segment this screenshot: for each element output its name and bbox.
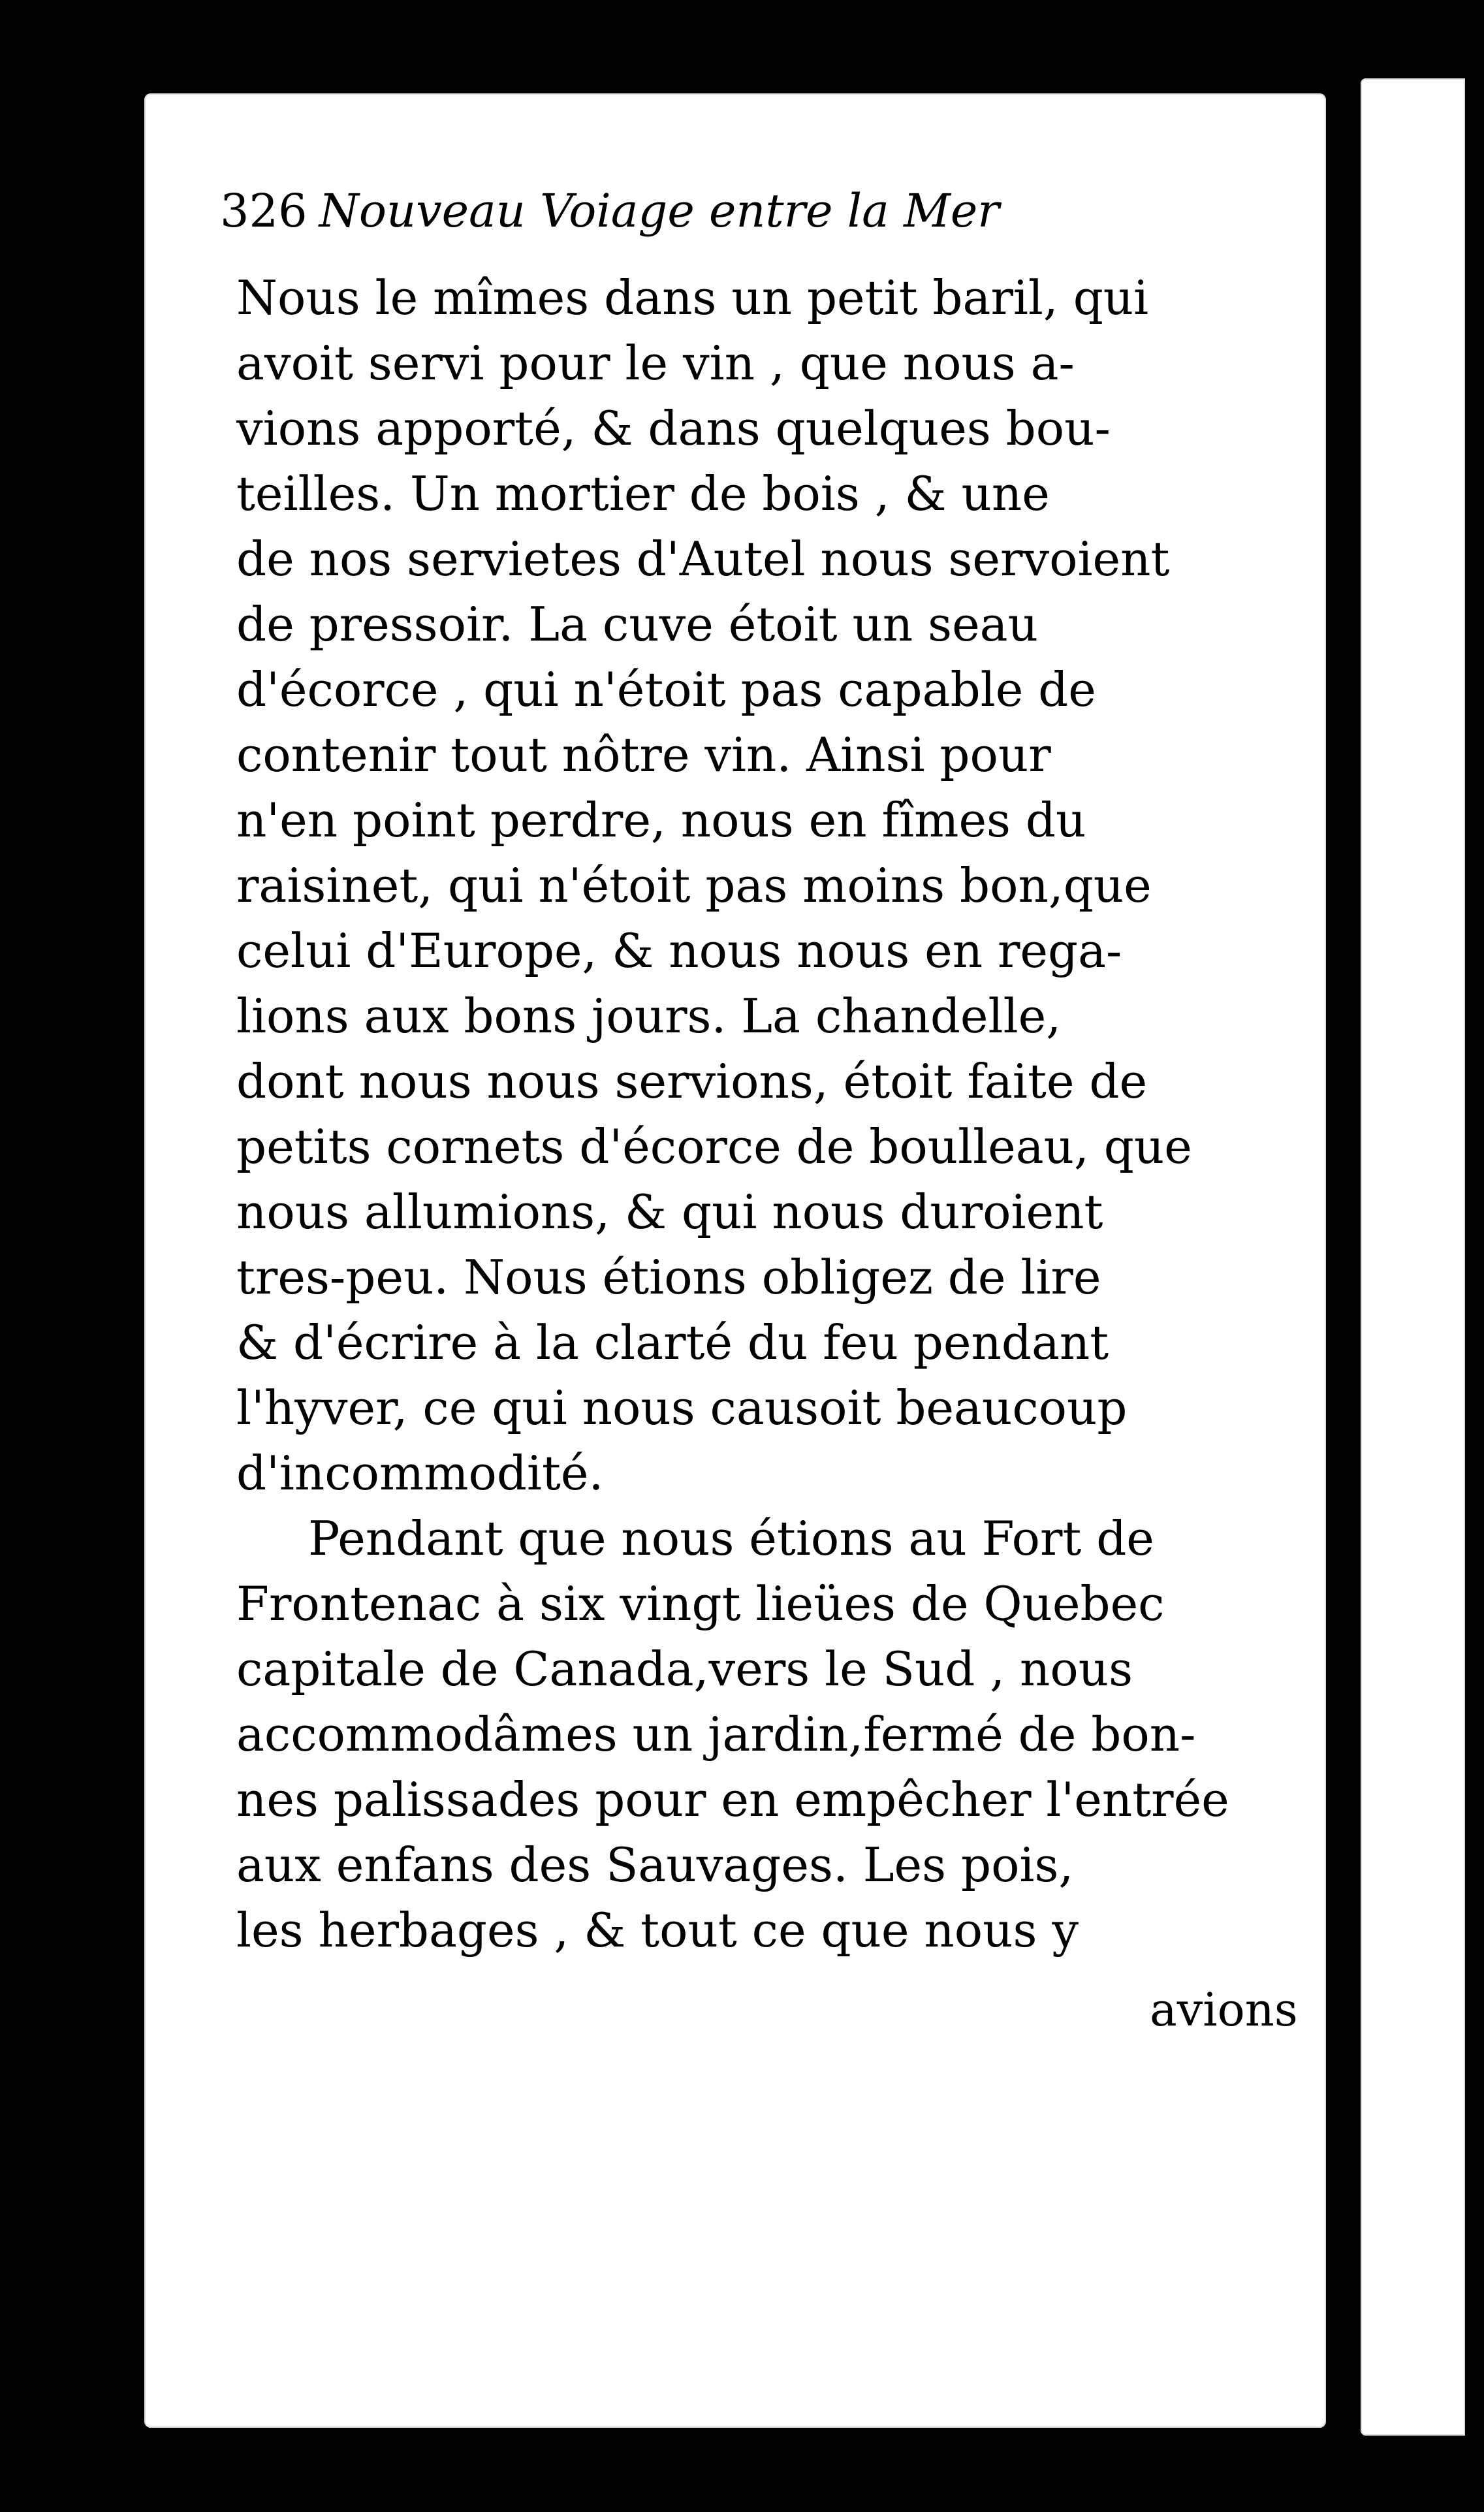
- text-line: les herbages , & tout ce que nous y: [236, 1903, 1079, 1958]
- text-line: raisinet, qui n'étoit pas moins bon,que: [236, 858, 1152, 913]
- text-line: tres-peu. Nous étions obligez de lire: [236, 1250, 1101, 1305]
- running-title: Nouveau Voiage entre la Mer: [319, 184, 1000, 238]
- text-line: d'écorce , qui n'étoit pas capable de: [236, 662, 1096, 717]
- text-line: nes palissades pour en empêcher l'entrée: [236, 1772, 1229, 1827]
- running-head: [220, 184, 1000, 238]
- text-line: Frontenac à six vingt lieües de Quebec: [236, 1576, 1165, 1631]
- right-page-edge: [1361, 78, 1465, 2436]
- text-line: nous allumions, & qui nous duroient: [236, 1184, 1103, 1239]
- text-line: d'incommodité.: [236, 1446, 604, 1501]
- text-line: dont nous nous servions, étoit faite de: [236, 1054, 1148, 1109]
- text-line: celui d'Europe, & nous nous en rega-: [236, 923, 1122, 978]
- text-line: accommodâmes un jardin,fermé de bon-: [236, 1707, 1196, 1762]
- text-line: de nos servietes d'Autel nous servoient: [236, 532, 1170, 586]
- text-line: lions aux bons jours. La chandelle,: [236, 989, 1062, 1043]
- text-line: vions apporté, & dans quelques bou-: [236, 401, 1111, 456]
- catchword: avions: [1150, 1983, 1298, 2037]
- text-line: l'hyver, ce qui nous causoit beaucoup: [236, 1380, 1128, 1435]
- text-line: teilles. Un mortier de bois , & une: [236, 466, 1050, 521]
- text-line: Nous le mîmes dans un petit baril, qui: [236, 270, 1149, 325]
- text-line: & d'écrire à la clarté du feu pendant: [236, 1315, 1109, 1370]
- text-line: de pressoir. La cuve étoit un seau: [236, 597, 1038, 652]
- text-line: capitale de Canada,vers le Sud , nous: [236, 1642, 1133, 1696]
- text-line: avoit servi pour le vin , que nous a-: [236, 336, 1075, 390]
- text-line: aux enfans des Sauvages. Les pois,: [236, 1837, 1074, 1892]
- text-line: petits cornets d'écorce de boulleau, que: [236, 1119, 1192, 1174]
- text-line: contenir tout nôtre vin. Ainsi pour: [236, 727, 1051, 782]
- text-line: n'en point perdre, nous en fîmes du: [236, 793, 1086, 848]
- page-number: 326: [220, 184, 308, 238]
- text-line: Pendant que nous étions au Fort de: [308, 1511, 1154, 1566]
